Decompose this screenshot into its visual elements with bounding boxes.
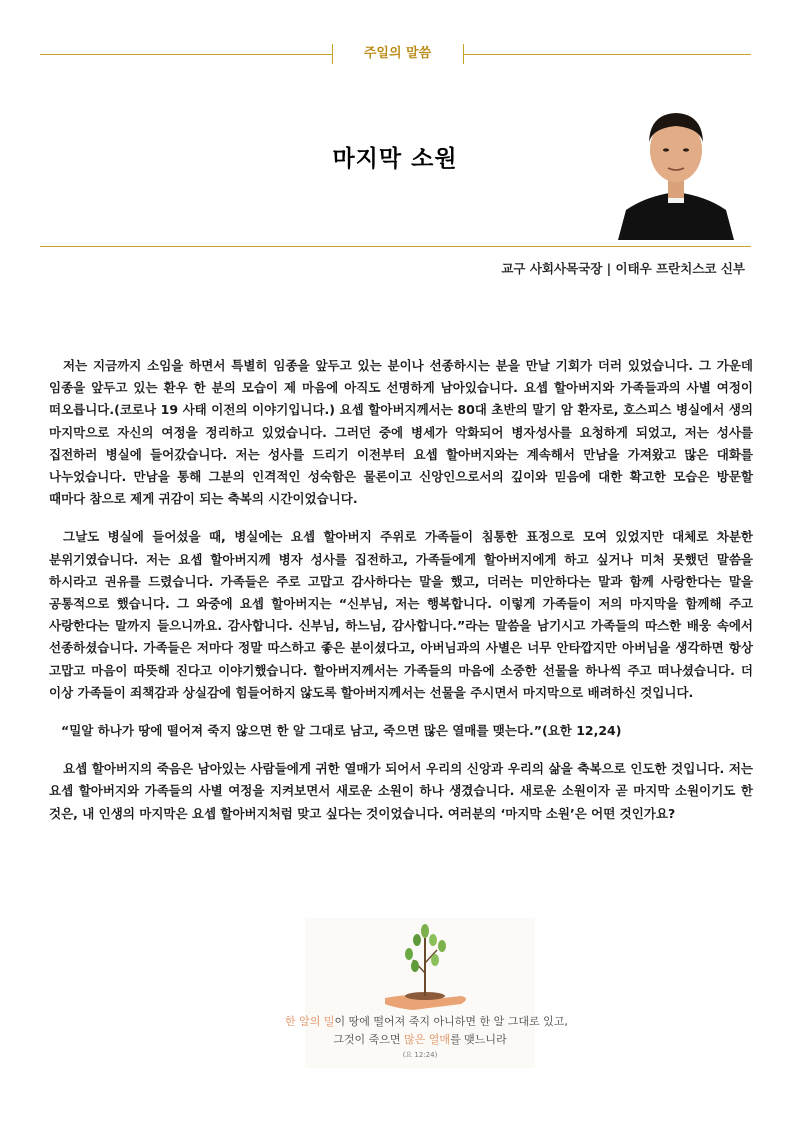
caption-text: 이 땅에 떨어져 죽지 아니하면 한 알 그대로 있고, <box>334 1015 568 1028</box>
caption-highlight: 많은 열매 <box>404 1033 451 1046</box>
caption-highlight: 한 알의 밀 <box>285 1015 335 1028</box>
caption-text: 그것이 죽으면 <box>333 1033 405 1046</box>
paragraph: 그날도 병실에 들어섰을 때, 병실에는 요셉 할아버지 주위로 가족들이 침통한 표정으로 모여 있었지만 대체로 차분한 분위기였습니다. 저는 요셉 할아버지께 병자 성사를 집전하고, 가족들에게 할아버지에게 하고 싶거나 미처 못했던 말씀을 하시라고 권유를 드렸습니다. 가족들은 주로 고맙고 감사하다는 말을 했고, 더러는 미안하다는 말과 함께 사랑한다는 말을 공통적으로 했습니다. 그 와중에 요셉 할아버지는 “신부님, 저는 행복합니다. 이렇게 가족들이 저의 마지막을 함께해 주고 사랑한다는 말까지 들으니까요. 감사합니다. 신부님, 하느님, 감사합니다.”라는 말씀을 남기시고 가족들의 따스한 배웅 속에서 선종하셨습니다. 가족들은 저마다 정말 따스하고 좋은 분이셨다고, 아버님과의 사별은 너무 안타깝지만 아버님을 생각하면 항상 고맙고 마음이 따뜻해 진다고 이야기했습니다. 할아버지께서는 가족들의 마음에 소중한 선물을 하나씩 주고 떠나셨습니다. 더 이상 가족들이 죄책감과 상실감에 힘들어하지 않도록 할아버지께서는 선물을 주시면서 마지막으로 배려하신 것입니다. <box>49 529 753 700</box>
illustration-reference: (요 12:24) <box>402 1051 438 1059</box>
scripture-quote: “밀알 하나가 땅에 떨어져 죽지 않으면 한 알 그대로 남고, 죽으면 많은 열매를 맺는다.”(요한 12,24) <box>61 723 622 739</box>
caption-text: 를 맺느니라 <box>450 1033 507 1046</box>
illustration-caption-line2 <box>285 1031 555 1047</box>
paragraph: 저는 지금까지 소임을 하면서 특별히 임종을 앞두고 있는 분이나 선종하시는 분을 만날 기회가 더러 있었습니다. 그 가운데 임종을 앞두고 있는 환우 한 분의 모습이 제 마음에 아직도 선명하게 남아있습니다. 요셉 할아버지와 가족들과의 사별 여정이 떠오릅니다.(코로나 19 사태 이전의 이야기입니다.) 요셉 할아버지께서는 80대 초반의 말기 암 환자로, 호스피스 병실에서 생의 마지막으로 자신의 여정을 정리하고 있었습니다. 그러던 중에 병세가 악화되어 병자성사를 요청하게 되었고, 저는 성사를 집전하러 병실에 들어갔습니다. 저는 성사를 드리기 이전부터 요셉 할아버지와는 계속해서 만남을 가져왔고 많은 대화를 나누었습니다. 만남을 통해 그분의 인격적인 성숙함은 물론이고 신앙인으로서의 깊이와 믿음에 대한 확고한 모습은 방문할 때마다 참으로 제게 귀감이 되는 축복의 시간이었습니다. <box>49 358 753 507</box>
header-rule-right <box>463 54 751 55</box>
section-title: 주일의 말씀 <box>363 46 432 61</box>
article-body <box>49 355 753 841</box>
paragraph: 요셉 할아버지의 죽음은 남아있는 사람들에게 귀한 열매가 되어서 우리의 신앙과 우리의 삶을 축복으로 인도한 것입니다. 저는 요셉 할아버지와 가족들의 사별 여정을 지켜보면서 새로운 소원이 하나 생겼습니다. 새로운 소원이자 곧 마지막 소원이기도 한 것은, 내 인생의 마지막은 요셉 할아버지처럼 맞고 싶다는 것이었습니다. 여러분의 ‘마지막 소원’은 어떤 것인가요? <box>49 761 753 821</box>
author-byline: 교구 사회사목국장 | 이태우 프란치스코 신부 <box>501 261 745 276</box>
illustration-caption-line1 <box>285 1013 568 1029</box>
title-underline <box>40 246 751 247</box>
author-portrait <box>616 92 736 240</box>
article-title: 마지막 소원 <box>332 145 458 172</box>
header-rule-left <box>40 54 332 55</box>
